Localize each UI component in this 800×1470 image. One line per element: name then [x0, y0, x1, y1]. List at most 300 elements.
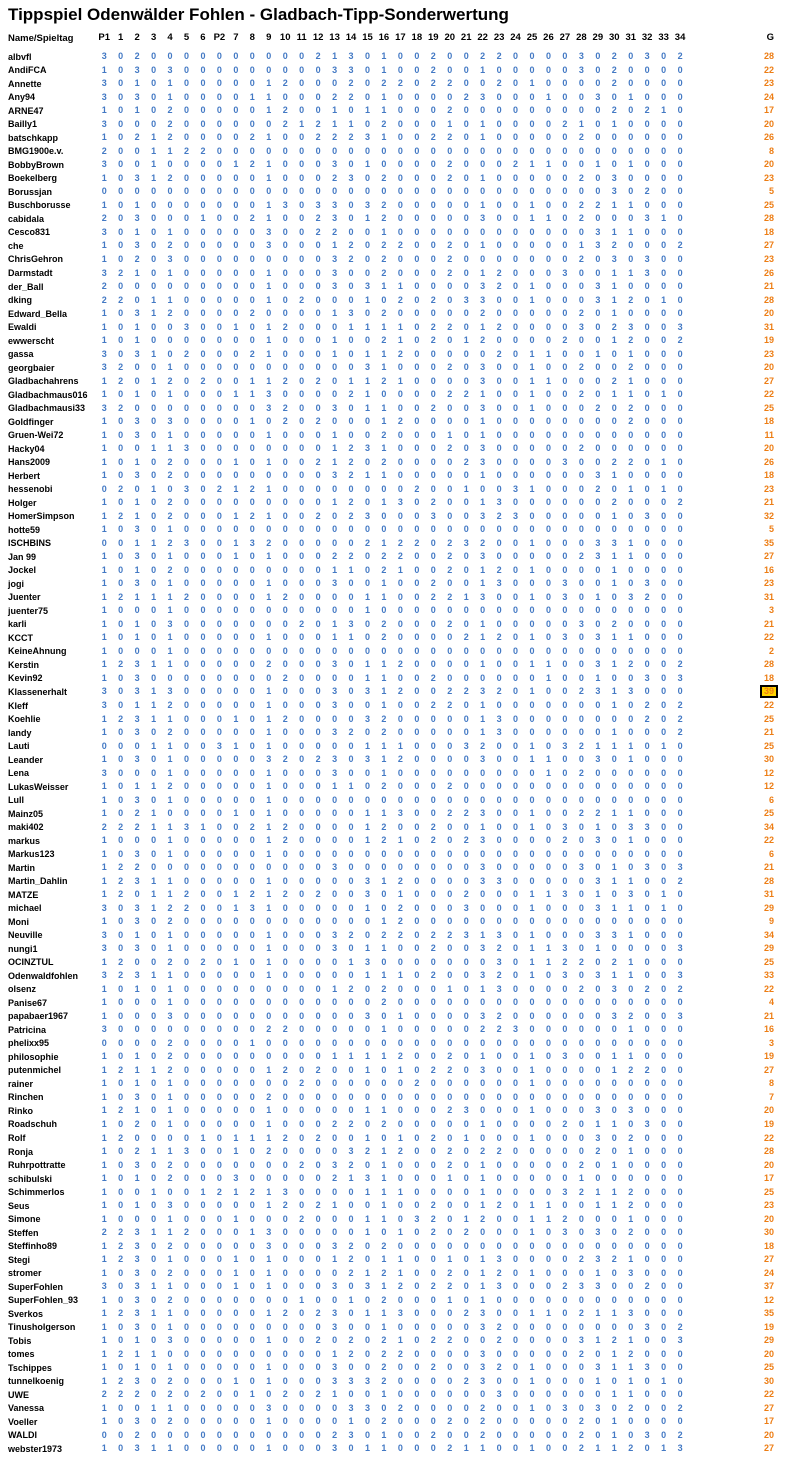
tip-cell: 3 [578, 862, 584, 873]
tip-cell: 0 [249, 781, 255, 792]
tip-cell: 0 [463, 78, 469, 89]
tip-cell: 0 [595, 308, 601, 319]
tip-cell: 0 [233, 240, 239, 251]
tip-cell: 0 [233, 1240, 239, 1251]
tip-cell: 0 [282, 700, 288, 710]
tip-cell: 0 [183, 1389, 189, 1400]
tip-cell: 1 [628, 956, 634, 967]
tip-cell: 0 [200, 1402, 206, 1413]
tip-cell: 1 [266, 159, 272, 170]
tip-cell: 0 [151, 1051, 157, 1062]
tip-cell: 0 [661, 700, 667, 710]
tip-cell: 0 [611, 1037, 617, 1048]
table-row [0, 212, 800, 226]
tip-cell: 0 [661, 1227, 667, 1238]
tip-cell: 0 [677, 835, 683, 846]
tip-cell: 0 [200, 199, 206, 210]
tip-cell: 2 [381, 632, 387, 643]
tip-cell: 0 [315, 781, 321, 792]
tip-cell: 2 [430, 1200, 436, 1211]
tip-cell: 0 [151, 240, 157, 251]
tip-cell: 0 [183, 713, 189, 724]
total-cell: 25 [763, 1362, 774, 1373]
tip-cell: 3 [611, 1010, 617, 1021]
tip-cell: 0 [315, 1078, 321, 1089]
tip-cell: 0 [463, 1416, 469, 1427]
tip-cell: 3 [101, 767, 107, 778]
tip-cell: 0 [414, 118, 420, 129]
tip-cell: 1 [480, 618, 486, 629]
tip-cell: 0 [167, 321, 173, 332]
tip-cell: 0 [249, 524, 255, 535]
tip-cell: 1 [249, 416, 255, 427]
tip-cell: 2 [447, 172, 453, 183]
tip-cell: 0 [233, 632, 239, 643]
tip-cell: 0 [397, 1037, 403, 1048]
tip-cell: 0 [496, 1294, 502, 1305]
tip-cell: 0 [677, 1389, 683, 1400]
tip-cell: 2 [611, 1254, 617, 1265]
tip-cell: 0 [216, 78, 222, 89]
tip-cell: 0 [118, 253, 124, 264]
tip-cell: 0 [282, 1118, 288, 1129]
tip-cell: 0 [628, 240, 634, 251]
tip-cell: 3 [101, 1281, 107, 1292]
tip-cell: 0 [315, 591, 321, 602]
tip-cell: 0 [282, 335, 288, 346]
tip-cell: 1 [545, 754, 551, 765]
player-name: Odenwaldfohlen [8, 970, 79, 981]
tip-cell: 0 [183, 618, 189, 629]
tip-cell: 0 [299, 91, 305, 102]
table-row [0, 766, 800, 780]
tip-cell: 0 [167, 1348, 173, 1359]
tip-cell: 1 [134, 1173, 140, 1184]
player-name: AndiFCA [8, 65, 47, 76]
tip-cell: 0 [545, 551, 551, 562]
tip-cell: 0 [216, 916, 222, 927]
tip-cell: 1 [595, 821, 601, 832]
tip-cell: 0 [463, 916, 469, 927]
tip-cell: 0 [183, 132, 189, 143]
tip-cell: 2 [348, 497, 354, 508]
tip-cell: 0 [463, 1254, 469, 1265]
tip-cell: 3 [134, 429, 140, 440]
tip-cell: 1 [101, 253, 107, 264]
tip-cell: 0 [611, 1375, 617, 1386]
tip-cell: 0 [249, 1362, 255, 1373]
tip-cell: 1 [578, 118, 584, 129]
tip-cell: 0 [480, 605, 486, 616]
tip-cell: 3 [595, 632, 601, 643]
tip-cell: 0 [496, 199, 502, 210]
tip-cell: 0 [628, 64, 634, 75]
player-name: ewwerscht [8, 335, 55, 346]
tip-cell: 0 [233, 794, 239, 805]
tip-cell: 2 [397, 348, 403, 359]
tip-cell: 0 [513, 1267, 519, 1278]
tip-cell: 1 [151, 1281, 157, 1292]
tip-cell: 0 [315, 659, 321, 670]
tip-cell: 3 [364, 1375, 370, 1386]
tip-cell: 3 [167, 686, 173, 697]
tip-cell: 0 [496, 335, 502, 346]
tip-cell: 0 [397, 1091, 403, 1102]
tip-cell: 2 [282, 591, 288, 602]
tip-cell: 0 [430, 240, 436, 251]
tip-cell: 3 [101, 226, 107, 237]
tip-cell: 0 [430, 983, 436, 994]
tip-cell: 0 [118, 645, 124, 656]
tip-cell: 0 [513, 267, 519, 278]
tip-cell: 0 [299, 848, 305, 859]
tip-cell: 0 [677, 78, 683, 89]
tip-cell: 0 [183, 253, 189, 264]
tip-cell: 3 [644, 253, 650, 264]
tip-cell: 0 [414, 253, 420, 264]
tip-cell: 0 [167, 672, 173, 683]
tip-cell: 0 [249, 618, 255, 629]
tip-cell: 0 [118, 443, 124, 454]
tip-cell: 1 [529, 1227, 535, 1238]
tip-cell: 1 [397, 281, 403, 292]
tip-cell: 0 [299, 429, 305, 440]
tip-cell: 0 [578, 1078, 584, 1089]
tip-cell: 0 [562, 389, 568, 400]
tip-cell: 3 [167, 1200, 173, 1211]
tip-cell: 0 [364, 429, 370, 440]
tip-cell: 0 [562, 172, 568, 183]
tip-cell: 3 [134, 713, 140, 724]
tip-cell: 0 [299, 159, 305, 170]
tip-cell: 1 [134, 510, 140, 521]
tip-cell: 0 [216, 186, 222, 197]
tip-cell: 2 [118, 1254, 124, 1265]
tip-cell: 2 [578, 132, 584, 143]
tip-cell: 0 [480, 767, 486, 778]
tip-cell: 2 [381, 564, 387, 575]
tip-cell: 0 [562, 416, 568, 427]
tip-cell: 0 [677, 1416, 683, 1427]
tip-cell: 0 [529, 848, 535, 859]
table-row [0, 739, 800, 753]
tip-cell: 0 [118, 781, 124, 792]
tip-cell: 1 [628, 1335, 634, 1346]
tip-cell: 0 [282, 564, 288, 575]
tip-cell: 2 [562, 1281, 568, 1292]
tip-cell: 0 [578, 700, 584, 710]
tip-cell: 1 [661, 902, 667, 913]
tip-cell: 0 [480, 889, 486, 900]
tip-cell: 0 [430, 767, 436, 778]
tip-cell: 0 [381, 902, 387, 913]
tip-cell: 0 [118, 564, 124, 575]
tip-cell: 0 [216, 1335, 222, 1346]
player-name: Ruhrpottratte [8, 1160, 66, 1171]
tip-cell: 0 [348, 848, 354, 859]
tip-cell: 0 [216, 1321, 222, 1332]
tip-cell: 0 [183, 943, 189, 954]
tip-cell: 0 [282, 1213, 288, 1224]
tip-cell: 0 [545, 916, 551, 927]
tip-cell: 0 [611, 443, 617, 454]
tip-cell: 2 [644, 105, 650, 116]
tip-cell: 0 [134, 483, 140, 494]
tip-cell: 2 [315, 456, 321, 467]
tip-cell: 0 [151, 267, 157, 278]
tip-cell: 2 [282, 321, 288, 332]
tip-cell: 0 [233, 1443, 239, 1454]
tip-cell: 1 [661, 483, 667, 494]
tip-cell: 0 [578, 497, 584, 508]
tip-cell: 0 [661, 1037, 667, 1048]
tip-cell: 0 [677, 91, 683, 102]
header-col-15: 15 [362, 32, 373, 44]
tip-cell: 0 [677, 348, 683, 359]
tip-cell: 0 [249, 1254, 255, 1265]
tip-cell: 3 [183, 483, 189, 494]
table-row [0, 1415, 800, 1429]
tip-cell: 0 [661, 118, 667, 129]
tip-cell: 0 [430, 916, 436, 927]
tip-cell: 0 [348, 1200, 354, 1211]
tip-cell: 0 [397, 1429, 403, 1440]
tip-cell: 2 [397, 78, 403, 89]
tip-cell: 0 [134, 605, 140, 616]
tip-cell: 0 [480, 1389, 486, 1400]
tip-cell: 0 [545, 78, 551, 89]
tip-cell: 3 [480, 591, 486, 602]
tip-cell: 0 [183, 916, 189, 927]
player-name: KCCT [8, 632, 33, 643]
total-cell: 2 [768, 645, 774, 656]
tip-cell: 0 [677, 1146, 683, 1157]
tip-cell: 2 [249, 308, 255, 319]
tip-cell: 0 [348, 970, 354, 981]
tip-cell: 0 [545, 808, 551, 819]
tip-cell: 0 [151, 470, 157, 481]
tip-cell: 0 [151, 916, 157, 927]
tip-cell: 3 [595, 835, 601, 846]
tip-cell: 0 [266, 1348, 272, 1359]
tip-cell: 0 [513, 983, 519, 994]
tip-cell: 0 [529, 578, 535, 589]
tip-cell: 0 [414, 848, 420, 859]
tip-cell: 2 [249, 213, 255, 224]
tip-cell: 0 [414, 1375, 420, 1386]
tip-cell: 1 [611, 1159, 617, 1170]
tip-cell: 0 [414, 1389, 420, 1400]
tip-cell: 3 [101, 402, 107, 413]
tip-cell: 0 [348, 429, 354, 440]
tip-cell: 0 [249, 1429, 255, 1440]
tip-cell: 0 [513, 362, 519, 373]
tip-cell: 0 [562, 145, 568, 156]
tip-cell: 0 [611, 402, 617, 413]
tip-cell: 0 [496, 645, 502, 656]
tip-cell: 0 [644, 1254, 650, 1265]
total-cell: 18 [763, 1240, 774, 1251]
tip-cell: 0 [397, 700, 403, 710]
tip-cell: 0 [513, 686, 519, 697]
tip-cell: 2 [381, 308, 387, 319]
tip-cell: 2 [611, 618, 617, 629]
tip-cell: 3 [101, 362, 107, 373]
tip-cell: 0 [480, 253, 486, 264]
tip-cell: 3 [364, 875, 370, 886]
tip-cell: 0 [562, 1010, 568, 1021]
tip-cell: 0 [216, 983, 222, 994]
tip-cell: 3 [134, 213, 140, 224]
tip-cell: 0 [200, 916, 206, 927]
tip-cell: 0 [233, 929, 239, 940]
tip-cell: 0 [315, 362, 321, 373]
tip-cell: 0 [233, 1118, 239, 1129]
tip-cell: 3 [628, 686, 634, 697]
table-row [0, 631, 800, 645]
tip-cell: 1 [101, 443, 107, 454]
tip-cell: 0 [200, 1091, 206, 1102]
tip-cell: 0 [332, 294, 338, 305]
tip-cell: 0 [463, 118, 469, 129]
tip-cell: 2 [496, 51, 502, 62]
tip-cell: 0 [463, 443, 469, 454]
tip-cell: 0 [677, 281, 683, 292]
tip-cell: 0 [348, 362, 354, 373]
tip-cell: 0 [233, 605, 239, 616]
tip-cell: 0 [233, 91, 239, 102]
tip-cell: 0 [644, 537, 650, 548]
tip-cell: 0 [677, 308, 683, 319]
tip-cell: 0 [183, 1443, 189, 1454]
tip-cell: 0 [661, 1254, 667, 1265]
tip-cell: 1 [134, 1051, 140, 1062]
tip-cell: 1 [167, 1227, 173, 1238]
tip-cell: 0 [644, 1146, 650, 1157]
tip-cell: 0 [332, 416, 338, 427]
tip-cell: 3 [266, 754, 272, 765]
tip-cell: 0 [397, 1173, 403, 1184]
tip-cell: 3 [332, 1240, 338, 1251]
tip-cell: 0 [463, 510, 469, 521]
tip-cell: 2 [167, 916, 173, 927]
tip-cell: 0 [183, 632, 189, 643]
total-cell: 8 [768, 1078, 774, 1089]
tip-cell: 0 [463, 416, 469, 427]
tip-cell: 2 [134, 1118, 140, 1129]
tip-cell: 1 [364, 213, 370, 224]
tip-cell: 0 [562, 105, 568, 116]
tip-cell: 0 [545, 902, 551, 913]
tip-cell: 0 [595, 956, 601, 967]
tip-cell: 0 [447, 1402, 453, 1413]
tip-cell: 0 [628, 727, 634, 738]
tip-cell: 0 [677, 1173, 683, 1184]
tip-cell: 0 [677, 605, 683, 616]
tip-cell: 3 [167, 416, 173, 427]
tip-cell: 1 [332, 1348, 338, 1359]
player-name: Steffinho89 [8, 1241, 58, 1252]
tip-cell: 1 [249, 375, 255, 386]
tip-cell: 0 [644, 632, 650, 643]
tip-cell: 2 [167, 1375, 173, 1386]
tip-cell: 1 [101, 889, 107, 900]
tip-cell: 2 [414, 537, 420, 548]
tip-cell: 0 [315, 105, 321, 116]
tip-cell: 0 [266, 145, 272, 156]
tip-cell: 0 [118, 1200, 124, 1211]
header-col-11: 11 [296, 32, 307, 44]
tip-cell: 3 [480, 686, 486, 697]
tip-cell: 0 [151, 1375, 157, 1386]
tip-cell: 2 [595, 1146, 601, 1157]
tip-cell: 0 [167, 402, 173, 413]
tip-cell: 0 [447, 740, 453, 751]
tip-cell: 0 [397, 1321, 403, 1332]
tip-cell: 0 [233, 443, 239, 454]
tip-cell: 0 [414, 294, 420, 305]
tip-cell: 0 [611, 524, 617, 535]
player-name: Boekelberg [8, 173, 58, 184]
total-cell: 8 [768, 145, 774, 156]
tip-cell: 0 [545, 335, 551, 346]
tip-cell: 0 [661, 145, 667, 156]
tip-cell: 0 [299, 321, 305, 332]
tip-cell: 1 [545, 1213, 551, 1224]
tip-cell: 1 [611, 470, 617, 481]
tip-cell: 0 [299, 740, 305, 751]
tip-cell: 0 [414, 1254, 420, 1265]
total-cell: 19 [763, 1321, 774, 1332]
tip-cell: 3 [134, 1375, 140, 1386]
tip-cell: 0 [134, 186, 140, 197]
tip-cell: 0 [249, 78, 255, 89]
tip-cell: 0 [348, 402, 354, 413]
total-cell: 30 [763, 1227, 774, 1238]
tip-cell: 0 [496, 1037, 502, 1048]
tip-cell: 0 [644, 132, 650, 143]
tip-cell: 2 [496, 1267, 502, 1278]
tip-cell: 0 [661, 808, 667, 819]
tip-cell: 0 [496, 1051, 502, 1062]
tip-cell: 0 [282, 997, 288, 1008]
tip-cell: 0 [151, 997, 157, 1008]
tip-cell: 1 [101, 416, 107, 427]
tip-cell: 0 [332, 537, 338, 548]
tip-cell: 0 [644, 1240, 650, 1251]
tip-cell: 2 [134, 862, 140, 873]
tip-cell: 0 [216, 1105, 222, 1116]
tip-cell: 0 [216, 970, 222, 981]
tip-cell: 0 [661, 132, 667, 143]
tip-cell: 0 [644, 605, 650, 616]
tip-cell: 0 [513, 1078, 519, 1089]
tip-cell: 3 [562, 1402, 568, 1413]
tip-cell: 0 [216, 1078, 222, 1089]
tip-cell: 3 [496, 983, 502, 994]
tip-cell: 0 [414, 672, 420, 683]
tip-cell: 3 [463, 929, 469, 940]
tip-cell: 0 [480, 1132, 486, 1143]
tip-cell: 3 [480, 551, 486, 562]
tip-cell: 0 [677, 416, 683, 427]
player-name: Patricina [8, 1024, 47, 1035]
tip-cell: 2 [447, 808, 453, 819]
tip-cell: 1 [167, 997, 173, 1008]
tip-cell: 0 [447, 889, 453, 900]
table-row [0, 1239, 800, 1253]
tip-cell: 3 [628, 889, 634, 900]
